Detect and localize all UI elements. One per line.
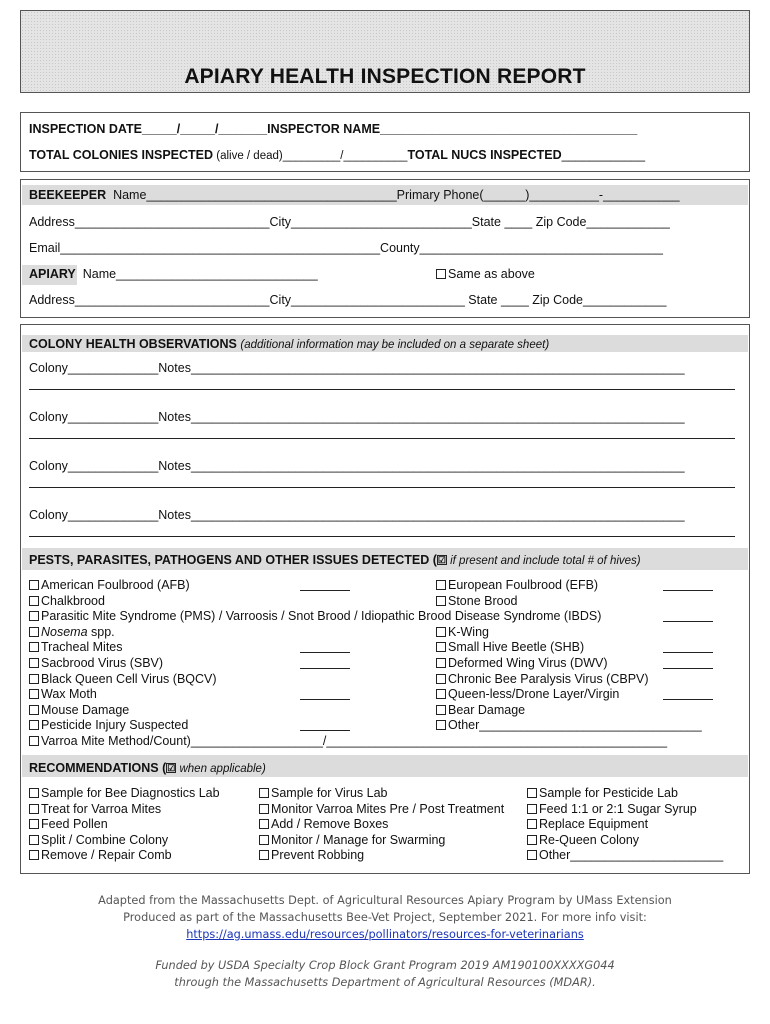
pest-item[interactable]: [29, 594, 105, 608]
apiary-label: APIARY: [29, 267, 76, 281]
pest-checkbox[interactable]: [29, 611, 39, 621]
recommendation-checkbox[interactable]: [527, 819, 537, 829]
footer-funding: [0, 957, 770, 991]
pest-label: Chalkbrood: [41, 593, 105, 608]
footer-link[interactable]: https://ag.umass.edu/resources/pollinators/resources-for-veterinarians: [186, 928, 584, 941]
recommendation-label: Split / Combine Colony: [41, 832, 169, 847]
pest-checkbox[interactable]: [436, 627, 446, 637]
pest-label: American Foulbrood (AFB): [41, 578, 190, 592]
colony-entry[interactable]: Colony_____________Notes_______________________________________________________________________: [29, 361, 685, 375]
recommendation-label: Add / Remove Boxes: [271, 817, 389, 832]
recommendations-header: RECOMMENDATIONS (☑ when applicable): [29, 761, 266, 775]
pest-item[interactable]: [29, 578, 190, 592]
pest-checkbox[interactable]: [29, 689, 39, 699]
pest-item[interactable]: [29, 718, 188, 732]
recommendation-item[interactable]: [29, 848, 172, 862]
pest-checkbox[interactable]: [436, 596, 446, 606]
recommendation-label: Replace Equipment: [539, 817, 649, 832]
recommendation-label: Monitor Varroa Mites Pre / Post Treatment: [271, 801, 505, 816]
pest-item[interactable]: [436, 672, 649, 686]
footer-credits: [0, 892, 770, 943]
recommendation-label: Treat for Varroa Mites: [41, 801, 162, 816]
pest-label: Tracheal Mites: [41, 640, 123, 655]
colony-header-title: COLONY HEALTH OBSERVATIONS: [29, 337, 237, 351]
pest-hive-count-blank[interactable]: [663, 652, 713, 653]
apiary-name-row[interactable]: [29, 267, 318, 281]
pests-header-title: PESTS, PARASITES, PATHOGENS AND OTHER ISSUES DETECTED: [29, 553, 430, 567]
colony-notes-line[interactable]: [29, 536, 735, 537]
pest-label: Chronic Bee Paralysis Virus (CBPV): [448, 671, 649, 686]
recommendation-label: Sample for Virus Lab: [271, 786, 388, 800]
pest-label: Mouse Damage: [41, 702, 130, 717]
colony-entry[interactable]: Colony_____________Notes_______________________________________________________________________: [29, 508, 685, 522]
pest-checkbox[interactable]: [436, 705, 446, 715]
same-as-above-option[interactable]: [436, 267, 535, 281]
recommendation-item[interactable]: [259, 786, 388, 800]
recommendation-checkbox[interactable]: [29, 835, 39, 845]
pest-checkbox[interactable]: [436, 720, 446, 730]
pest-item[interactable]: [29, 609, 601, 623]
checkmark-icon: ☑: [167, 763, 176, 773]
inspection-section: [20, 112, 750, 172]
pest-label: Deformed Wing Virus (DWV): [448, 656, 608, 670]
pest-label: K-Wing: [448, 624, 489, 639]
colony-notes-line[interactable]: [29, 487, 735, 488]
recommendation-item[interactable]: [527, 817, 648, 831]
recommendation-item[interactable]: [527, 833, 639, 847]
pest-hive-count-blank[interactable]: [300, 652, 350, 653]
recommendation-checkbox[interactable]: [29, 788, 39, 798]
pest-checkbox[interactable]: [29, 596, 39, 606]
recommendation-checkbox[interactable]: [259, 804, 269, 814]
pest-checkbox[interactable]: [29, 705, 39, 715]
pest-label: Wax Moth: [41, 687, 97, 702]
pest-checkbox[interactable]: [436, 689, 446, 699]
recommendation-item[interactable]: [527, 848, 723, 862]
recommendation-checkbox[interactable]: [527, 850, 537, 860]
footer-line-produced: Produced as part of the Massachusetts Bee-Vet Project, September 2021. For more info visit:: [123, 911, 647, 924]
pest-item[interactable]: [29, 734, 667, 748]
pest-item[interactable]: [436, 594, 518, 608]
recommendation-checkbox[interactable]: [29, 804, 39, 814]
recommendation-label: Sample for Pesticide Lab: [539, 786, 678, 800]
pest-item[interactable]: [29, 687, 97, 701]
pest-checkbox[interactable]: [29, 627, 39, 637]
colony-notes-line[interactable]: [29, 389, 735, 390]
title-banner: [20, 10, 750, 93]
same-as-above-checkbox[interactable]: [436, 269, 446, 279]
pest-checkbox[interactable]: [29, 658, 39, 668]
recommendation-item[interactable]: [527, 802, 697, 816]
total-colonies-row[interactable]: [29, 148, 645, 162]
recommendation-checkbox[interactable]: [527, 788, 537, 798]
recommendations-note: when applicable): [176, 763, 266, 775]
pest-item[interactable]: [436, 687, 619, 701]
recommendation-item[interactable]: [259, 848, 364, 862]
pest-item[interactable]: [29, 703, 129, 717]
pest-checkbox[interactable]: [29, 580, 39, 590]
pest-item[interactable]: [29, 640, 123, 654]
recommendation-item[interactable]: [29, 786, 220, 800]
beekeeper-section: [20, 179, 750, 318]
checkmark-icon: ☑: [437, 555, 446, 565]
recommendation-label: Feed Pollen: [41, 817, 108, 832]
pest-hive-count-blank[interactable]: [663, 590, 713, 591]
recommendation-item[interactable]: [29, 817, 108, 831]
beekeeper-name-row[interactable]: [29, 188, 680, 202]
apiary-name-blank[interactable]: Name_____________________________: [82, 267, 318, 281]
beekeeper-label: BEEKEEPER: [29, 188, 107, 202]
pest-item[interactable]: [436, 625, 489, 639]
pest-label: Bear Damage: [448, 702, 526, 717]
recommendation-item[interactable]: [259, 833, 445, 847]
colony-entry[interactable]: Colony_____________Notes_______________________________________________________________________: [29, 459, 685, 473]
recommendation-checkbox[interactable]: [29, 819, 39, 829]
total-nucs-label: TOTAL NUCS INSPECTED: [407, 148, 562, 162]
pest-checkbox[interactable]: [29, 720, 39, 730]
beekeeper-name-phone[interactable]: Name____________________________________Primary Phone(______)__________-___________: [113, 188, 680, 202]
pest-label: Nosema spp.: [41, 624, 115, 639]
pest-label: Sacbrood Virus (SBV): [41, 656, 164, 670]
pest-item[interactable]: [29, 672, 217, 686]
pest-label: Small Hive Beetle (SHB): [448, 640, 585, 655]
alive-dead-blank[interactable]: (alive / dead)_________/__________: [213, 150, 408, 162]
pest-hive-count-blank[interactable]: [663, 699, 713, 700]
pest-label: Black Queen Cell Virus (BQCV): [41, 671, 217, 686]
recommendation-label: Feed 1:1 or 2:1 Sugar Syrup: [539, 801, 697, 816]
pest-label: Queen-less/Drone Layer/Virgin: [448, 687, 620, 702]
pest-checkbox[interactable]: [436, 674, 446, 684]
colony-header-note: (additional information may be included on a separate sheet): [240, 339, 550, 351]
inspection-date-inspector-row[interactable]: INSPECTION DATE_____/_____/_______INSPECTOR NAME_____________________________________: [29, 122, 638, 136]
pest-item[interactable]: [29, 625, 115, 639]
observations-section: [20, 324, 750, 874]
recommendation-checkbox[interactable]: [259, 788, 269, 798]
pest-hive-count-blank[interactable]: [300, 668, 350, 669]
pest-label: Parasitic Mite Syndrome (PMS) / Varroosis / Snot Brood / Idiopathic Brood Disease Syndrome (IBDS): [41, 609, 602, 624]
colony-notes-line[interactable]: [29, 438, 735, 439]
pest-item[interactable]: [29, 656, 163, 670]
pest-item[interactable]: [436, 640, 584, 654]
pest-hive-count-blank[interactable]: [663, 668, 713, 669]
recommendation-label: Re-Queen Colony: [539, 832, 640, 847]
pest-hive-count-blank[interactable]: [300, 590, 350, 591]
recommendation-label: Monitor / Manage for Swarming: [271, 832, 446, 847]
funding-line-1: Funded by USDA Specialty Crop Block Grant Program 2019 AM190100XXXXG044: [155, 959, 615, 972]
pest-checkbox[interactable]: [29, 674, 39, 684]
recommendation-checkbox[interactable]: [259, 835, 269, 845]
recommendation-item[interactable]: [527, 786, 678, 800]
pest-item[interactable]: [436, 578, 598, 592]
recommendation-checkbox[interactable]: [259, 850, 269, 860]
recommendation-checkbox[interactable]: [527, 835, 537, 845]
recommendation-label: Remove / Repair Comb: [41, 848, 172, 863]
recommendation-item[interactable]: [29, 833, 168, 847]
pest-item[interactable]: [436, 718, 702, 732]
pest-item[interactable]: [436, 656, 608, 670]
recommendation-checkbox[interactable]: [29, 850, 39, 860]
pest-label: Other________________________________: [448, 718, 702, 733]
page-title: APIARY HEALTH INSPECTION REPORT: [184, 65, 586, 88]
pest-checkbox[interactable]: [436, 580, 446, 590]
pest-checkbox[interactable]: [29, 736, 39, 746]
recommendations-title: RECOMMENDATIONS: [29, 761, 159, 775]
pest-checkbox[interactable]: [29, 642, 39, 652]
pests-header-note: if present and include total # of hives): [446, 555, 641, 567]
recommendation-checkbox[interactable]: [527, 804, 537, 814]
pest-label: European Foulbrood (EFB): [448, 578, 599, 592]
total-colonies-label: TOTAL COLONIES INSPECTED: [29, 148, 214, 162]
pest-hive-count-blank[interactable]: [300, 699, 350, 700]
beekeeper-email-row[interactable]: Email______________________________________________County___________________________________: [29, 241, 663, 255]
beekeeper-address-row[interactable]: Address____________________________City__________________________State ____ Zip Code____________: [29, 215, 670, 229]
pest-checkbox[interactable]: [436, 642, 446, 652]
recommendation-label: Sample for Bee Diagnostics Lab: [41, 786, 220, 800]
total-nucs-blank[interactable]: ____________: [561, 148, 646, 162]
pest-hive-count-blank[interactable]: [663, 621, 713, 622]
pest-item[interactable]: [436, 703, 525, 717]
recommendation-checkbox[interactable]: [259, 819, 269, 829]
funding-line-2: through the Massachusetts Department of Agricultural Resources (MDAR).: [174, 976, 596, 989]
same-as-above-label: Same as above: [448, 267, 535, 281]
recommendation-label: Other______________________: [539, 848, 724, 863]
pest-label: Pesticide Injury Suspected: [41, 718, 189, 733]
pest-checkbox[interactable]: [436, 658, 446, 668]
pest-label: Varroa Mite Method/Count)___________________/_________________________________________________: [41, 734, 668, 748]
recommendation-item[interactable]: [259, 802, 504, 816]
recommendation-item[interactable]: [259, 817, 388, 831]
recommendation-label: Prevent Robbing: [271, 848, 365, 863]
colony-header: [29, 337, 549, 351]
pest-label: Stone Brood: [448, 593, 518, 608]
apiary-address-row[interactable]: Address____________________________City_________________________ State ____ Zip Code____________: [29, 293, 667, 307]
footer-line-adapted: Adapted from the Massachusetts Dept. of Agricultural Resources Apiary Program by UMass Extension: [98, 894, 672, 907]
pest-hive-count-blank[interactable]: [300, 730, 350, 731]
pests-header: PESTS, PARASITES, PATHOGENS AND OTHER ISSUES DETECTED (☑ if present and include total # of hives): [29, 553, 641, 567]
colony-entry[interactable]: Colony_____________Notes_______________________________________________________________________: [29, 410, 685, 424]
recommendation-item[interactable]: [29, 802, 161, 816]
